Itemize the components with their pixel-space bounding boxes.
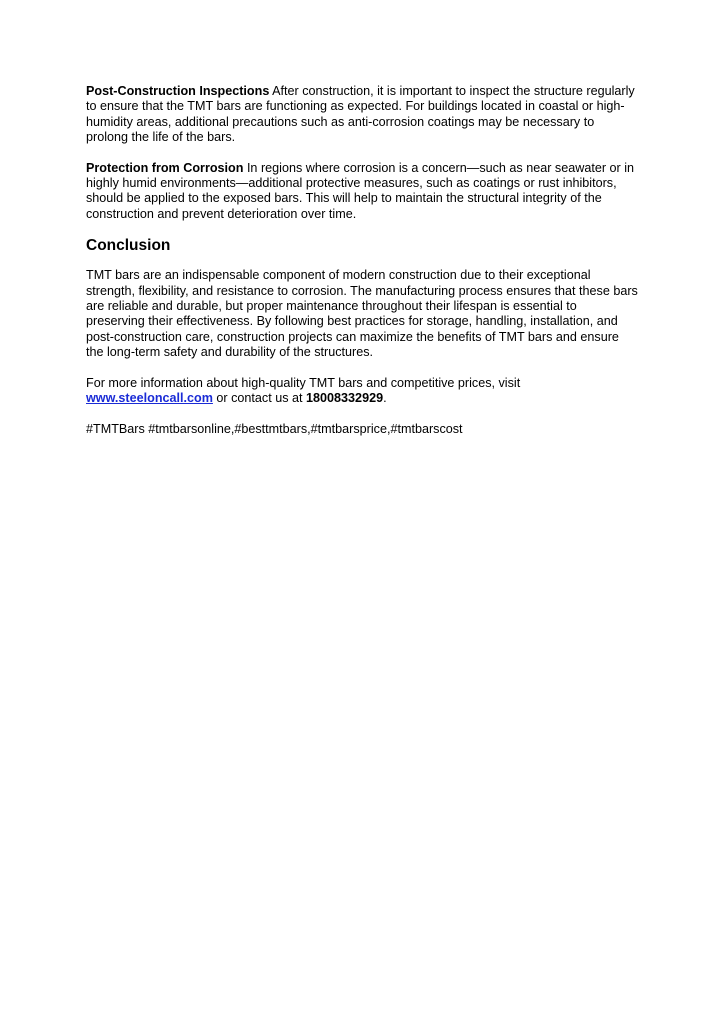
corrosion-paragraph xyxy=(86,161,638,223)
inspections-paragraph xyxy=(86,84,638,146)
contact-middle: or contact us at xyxy=(216,391,303,406)
inspections-title: Post-Construction Inspections xyxy=(86,84,270,98)
contact-end: . xyxy=(383,391,387,406)
conclusion-paragraph: TMT bars are an indispensable component of modern construction due to their exceptional strength, flexibility, and resistance to corrosion. The manufacturing process ensures that these bars are reliable and durable, but proper maintenance throughout their lifespan is essential to preserving their effectiveness. By following best practices for storage, handling, installation, and post-construction care, construction projects can maximize the benefits of TMT bars and ensure the long-term safety and durability of the structures. xyxy=(86,268,638,360)
website-link[interactable]: www.steeloncall.com xyxy=(86,391,213,406)
document-page xyxy=(86,84,638,452)
phone-number: 18008332929 xyxy=(306,391,384,406)
hashtags-line: #TMTBars #tmtbarsonline,#besttmtbars,#tmtbarsprice,#tmtbarscost xyxy=(86,421,463,436)
conclusion-heading: Conclusion xyxy=(86,237,171,255)
corrosion-body: In regions where corrosion is a concern—such as near seawater or in highly humid environments—additional protective measures, such as coatings or rust inhibitors, should be applied to the exposed bars. This will help to maintain the structural integrity of the construction and prevent deterioration over time. xyxy=(86,160,635,221)
inspections-body: After construction, it is important to inspect the structure regularly to ensure that the TMT bars are functioning as expected. For buildings located in coastal or high-humidity areas, additional precautions such as anti-corrosion coatings may be necessary to prolong the life of the bars. xyxy=(86,84,635,145)
contact-intro: For more information about high-quality TMT bars and competitive prices, visit xyxy=(86,375,521,390)
corrosion-title: Protection from Corrosion xyxy=(86,160,244,175)
contact-paragraph xyxy=(86,376,638,407)
